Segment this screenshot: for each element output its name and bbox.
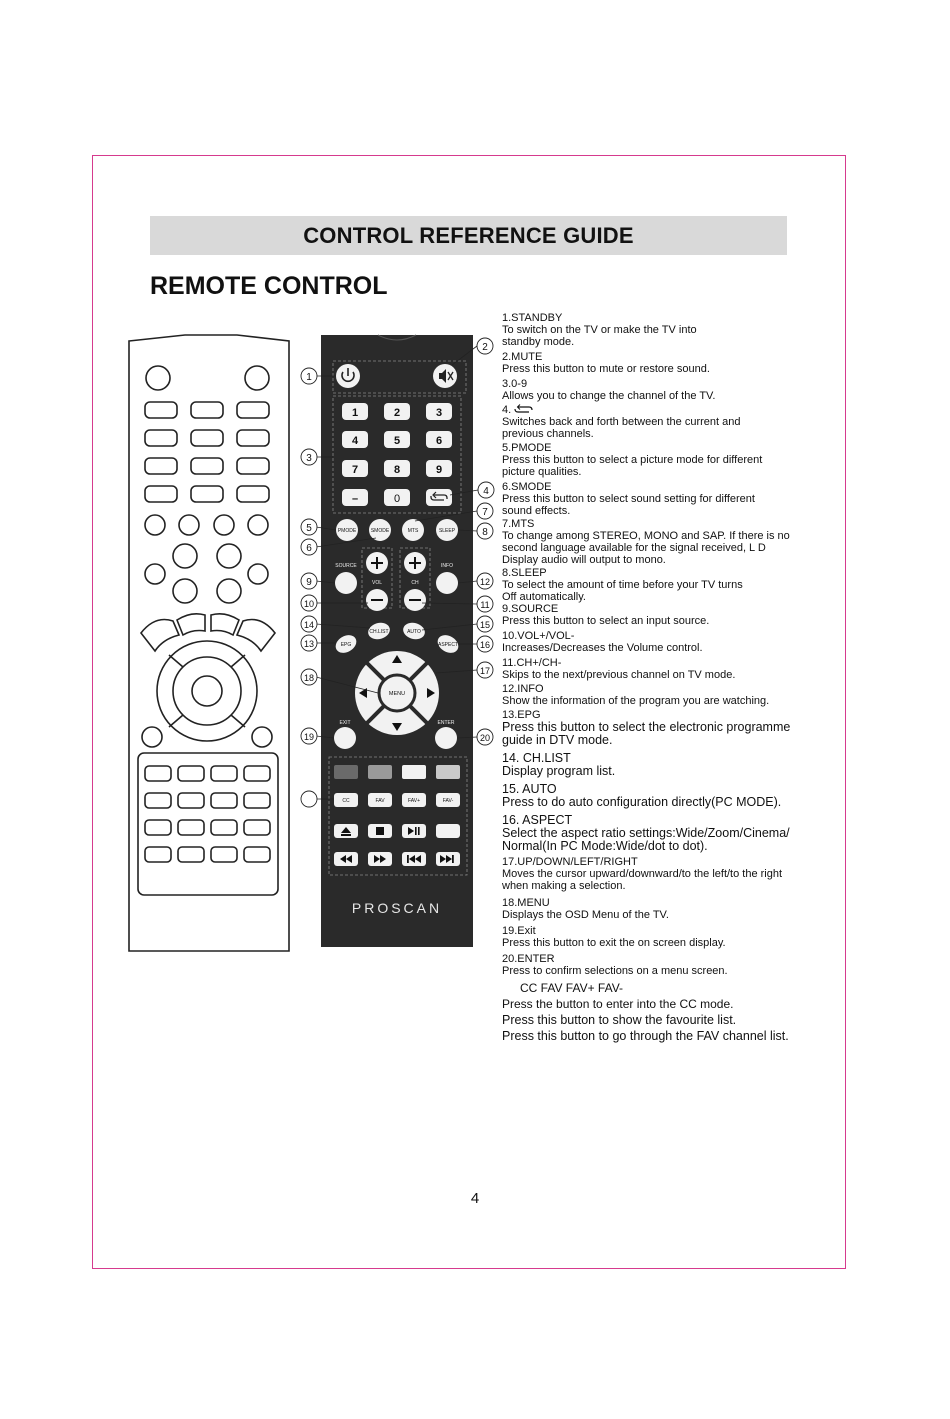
callout-14: 14 bbox=[303, 620, 315, 630]
aspect-button[interactable]: ASPECT bbox=[437, 642, 459, 648]
callout-20: 20 bbox=[479, 733, 491, 743]
legend-item-exit: 19.Exit Press this button to exit the on screen display. bbox=[502, 925, 726, 949]
remote-black-diagram bbox=[298, 333, 502, 953]
legend-item-chlist: 14. CH.LIST Display program list. bbox=[502, 751, 616, 778]
fav-minus-button[interactable]: FAV- bbox=[442, 798, 454, 804]
callout-17: 17 bbox=[479, 666, 491, 676]
fav-note-fav-list: Press this button to go through the FAV channel list. bbox=[502, 1029, 789, 1043]
key-3[interactable]: 3 bbox=[435, 407, 443, 419]
chlist-button[interactable]: CH.LIST bbox=[369, 629, 389, 635]
section-title: REMOTE CONTROL bbox=[150, 272, 388, 300]
source-button-label[interactable]: SOURCE bbox=[335, 563, 357, 569]
ch-label: CH bbox=[411, 580, 419, 586]
callout-3: 3 bbox=[306, 453, 312, 464]
callout-15: 15 bbox=[479, 620, 491, 630]
key-9[interactable]: 9 bbox=[435, 464, 443, 476]
legend-item-pmode: 5.PMODE Press this button to select a picture mode for different picture qualities. bbox=[502, 442, 763, 478]
recall-icon bbox=[514, 404, 534, 414]
callout-8: 8 bbox=[482, 527, 488, 538]
legend-item-standby: 1.STANDBY To switch on the TV or make the TV into standby mode. bbox=[502, 312, 697, 348]
callout-19: 19 bbox=[303, 732, 315, 742]
callout-13: 13 bbox=[303, 639, 315, 649]
key-4[interactable]: 4 bbox=[351, 435, 359, 447]
callout-5: 5 bbox=[306, 523, 312, 534]
callout-1: 1 bbox=[306, 372, 312, 383]
menu-button[interactable]: MENU bbox=[388, 691, 406, 697]
remote-outline-diagram bbox=[125, 333, 295, 955]
legend-item-recall: 4. Switches back and forth between the current and previous channels. bbox=[502, 404, 741, 440]
callout-4: 4 bbox=[483, 486, 489, 497]
callout-7: 7 bbox=[482, 507, 488, 518]
legend-item-sleep: 8.SLEEP To select the amount of time before your TV turns Off automatically. bbox=[502, 567, 743, 603]
exit-button-label[interactable]: EXIT bbox=[339, 720, 351, 726]
callout-10: 10 bbox=[303, 599, 315, 609]
fav-plus-button[interactable]: FAV+ bbox=[408, 798, 420, 804]
callout-18: 18 bbox=[303, 673, 315, 683]
key-8[interactable]: 8 bbox=[393, 464, 401, 476]
page-number: 4 bbox=[470, 1190, 480, 1207]
smode-button[interactable]: SMODE bbox=[370, 528, 390, 534]
key-1[interactable]: 1 bbox=[351, 407, 359, 419]
fav-note-favourite: Press this button to show the favourite list. bbox=[502, 1013, 737, 1027]
info-button-label[interactable]: INFO bbox=[441, 563, 453, 569]
callout-11: 11 bbox=[480, 600, 490, 610]
legend-item-info: 12.INFO Show the information of the program you are watching. bbox=[502, 683, 770, 707]
legend-item-digits: 3.0-9 Allows you to change the channel of the TV. bbox=[502, 378, 716, 402]
vol-label: VOL bbox=[371, 580, 383, 586]
fav-notes bbox=[502, 980, 789, 1044]
key-6[interactable]: 6 bbox=[435, 435, 443, 447]
auto-button[interactable]: AUTO bbox=[407, 629, 421, 635]
enter-button-label[interactable]: ENTER bbox=[437, 720, 455, 726]
legend-item-navigation: 17.UP/DOWN/LEFT/RIGHT Moves the cursor upward/downward/to the left/to the right when making a selection. bbox=[502, 856, 783, 892]
key-dash[interactable]: – bbox=[351, 493, 359, 505]
legend-item-mute: 2.MUTE Press this button to mute or restore sound. bbox=[502, 351, 710, 375]
fav-notes-heading: CC FAV FAV+ FAV- bbox=[520, 981, 624, 995]
cc-button[interactable]: CC bbox=[342, 798, 350, 804]
legend-item-enter: 20.ENTER Press to confirm selections on a menu screen. bbox=[502, 953, 728, 977]
callout-16: 16 bbox=[479, 640, 491, 650]
legend-item-ch: 11.CH+/CH- Skips to the next/previous channel on TV mode. bbox=[502, 657, 736, 681]
pmode-button[interactable]: PMODE bbox=[337, 528, 357, 534]
legend-item-smode: 6.SMODE Press this button to select sound setting for different sound effects. bbox=[502, 481, 755, 517]
legend-item-epg: 13.EPG Press this button to select the electronic programme guide in DTV mode. bbox=[502, 709, 791, 747]
key-5[interactable]: 5 bbox=[393, 435, 401, 447]
fav-button[interactable]: FAV bbox=[375, 798, 385, 804]
legend-item-vol: 10.VOL+/VOL- Increases/Decreases the Volume control. bbox=[502, 630, 703, 654]
callout-12: 12 bbox=[479, 577, 491, 587]
page-banner: CONTROL REFERENCE GUIDE bbox=[150, 216, 787, 255]
epg-button[interactable]: EPG bbox=[340, 642, 352, 648]
brand-logo: PROSCAN bbox=[351, 900, 443, 916]
key-0[interactable]: 0 bbox=[393, 493, 401, 505]
legend-item-menu: 18.MENU Displays the OSD Menu of the TV. bbox=[502, 897, 669, 921]
legend-item-source: 9.SOURCE Press this button to select an input source. bbox=[502, 603, 710, 627]
key-7[interactable]: 7 bbox=[351, 464, 359, 476]
mts-button[interactable]: MTS bbox=[407, 528, 419, 534]
legend-item-auto: 15. AUTO Press to do auto configuration directly(PC MODE). bbox=[502, 782, 782, 809]
callout-2: 2 bbox=[482, 342, 488, 353]
callout-6: 6 bbox=[306, 543, 312, 554]
stop-icon[interactable] bbox=[376, 827, 384, 835]
callout-9: 9 bbox=[306, 577, 312, 588]
legend-item-aspect: 16. ASPECT Select the aspect ratio settings:Wide/Zoom/Cinema/ Normal(In PC Mode:Wide/dot to dot). bbox=[502, 813, 790, 853]
fav-note-cc: Press the button to enter into the CC mode. bbox=[502, 997, 734, 1011]
key-2[interactable]: 2 bbox=[393, 407, 401, 419]
sleep-button[interactable]: SLEEP bbox=[438, 528, 456, 534]
legend-item-mts: 7.MTS To change among STEREO, MONO and SAP. If there is no second language available for the signal received, L D Display audio will output to mono. bbox=[502, 518, 790, 566]
